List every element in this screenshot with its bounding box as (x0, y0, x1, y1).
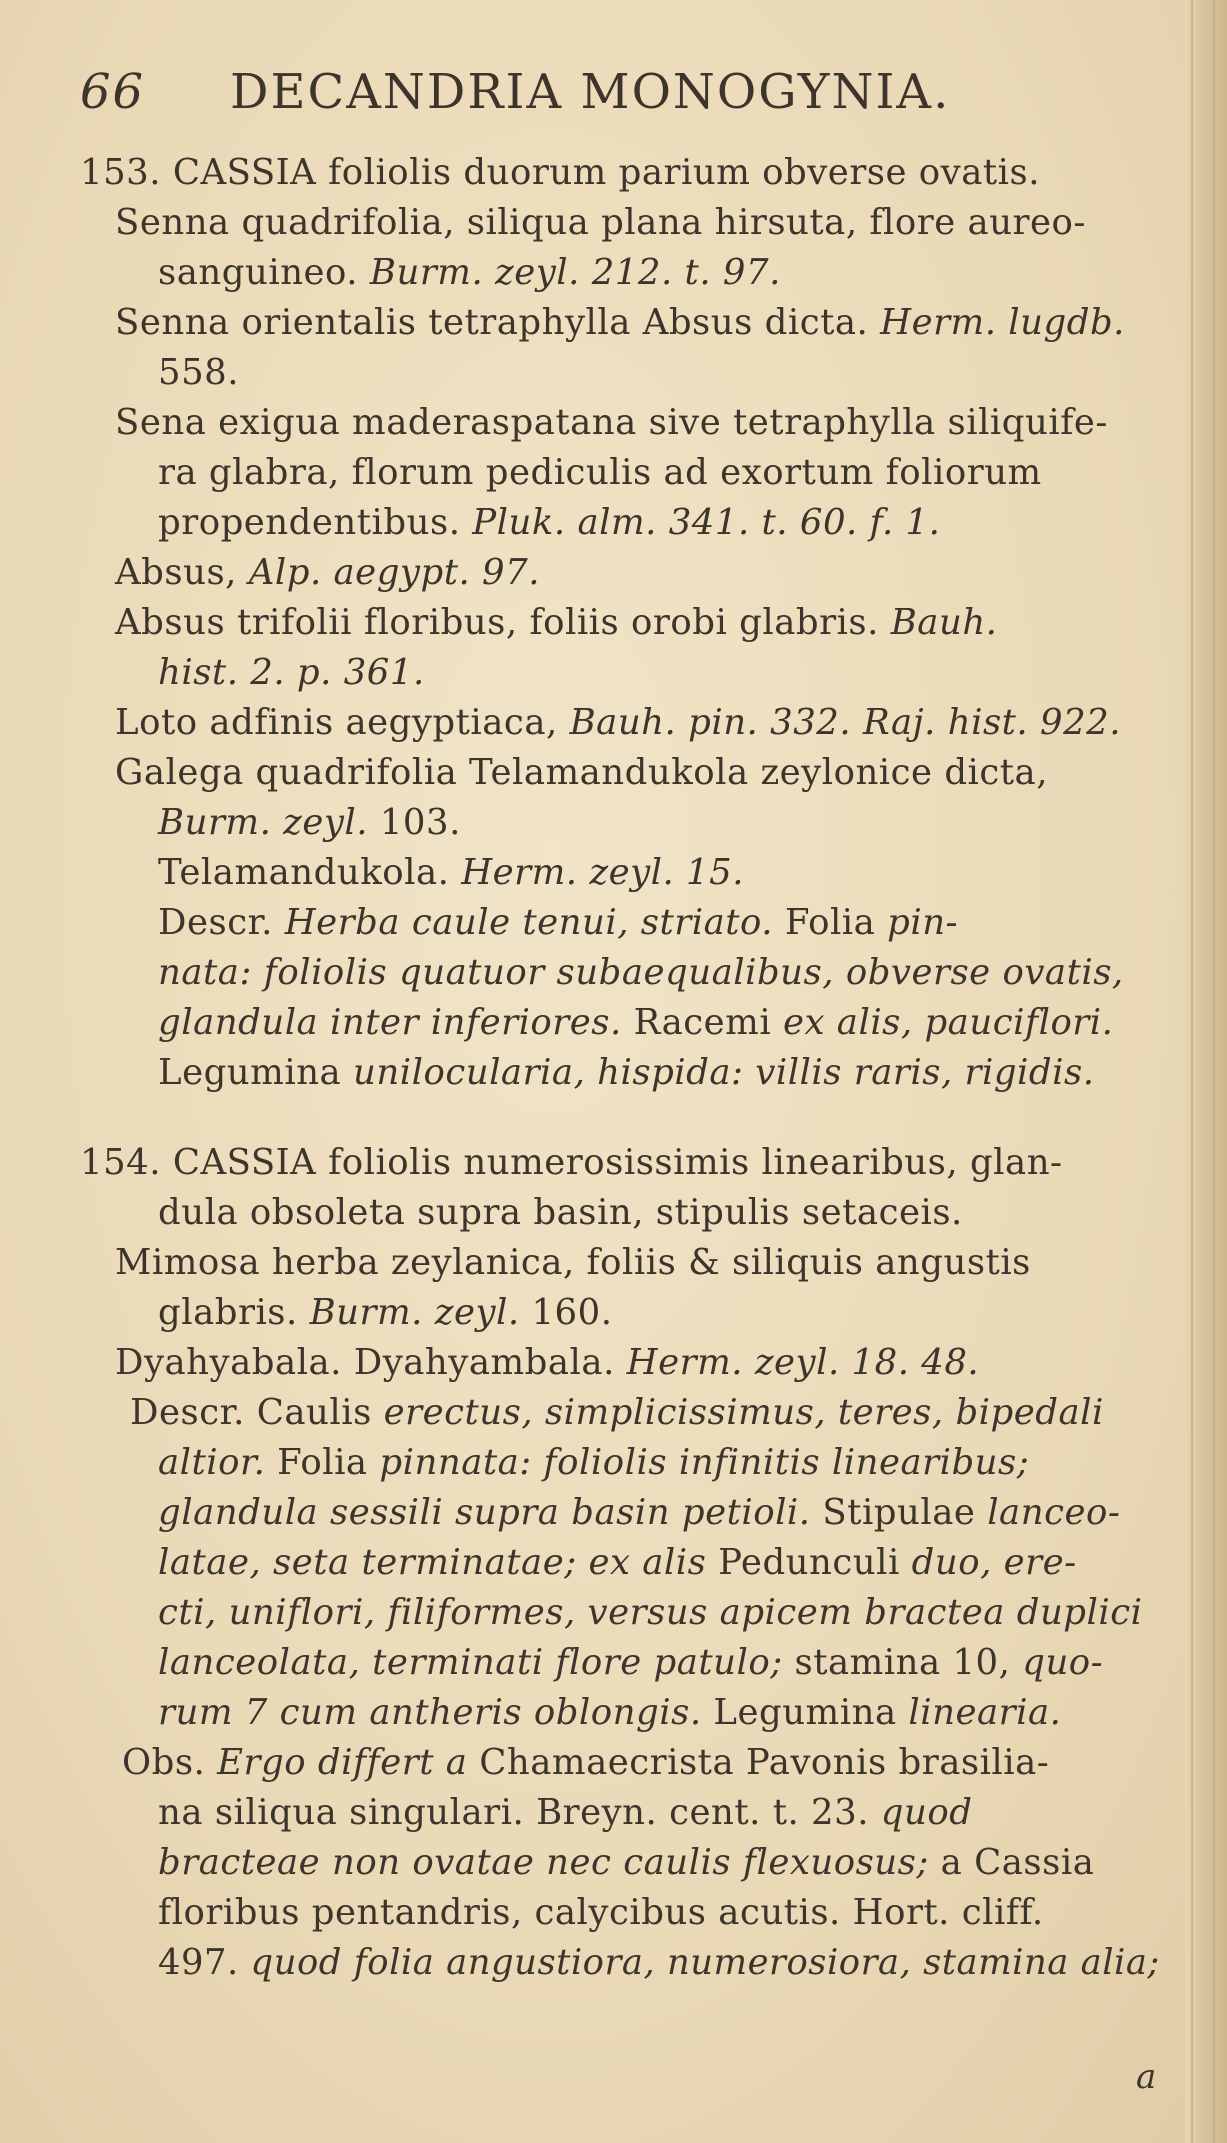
text-line (122, 1740, 1049, 1786)
text-line (158, 900, 958, 946)
text-line (158, 500, 940, 546)
italic-text: lanceolata, terminati flore patulo; (158, 1642, 795, 1683)
roman-text: floribus pentandris, calycibus acutis. Hort. cliff. (158, 1892, 1044, 1933)
roman-text: Legumina (713, 1692, 909, 1733)
edge-line (1213, 0, 1215, 2143)
text-line (158, 1290, 612, 1336)
italic-text: Herm. zeyl. 18. 48. (626, 1342, 980, 1383)
page-edge (1185, 0, 1227, 2143)
roman-text: 497. (158, 1942, 251, 1983)
text-line (158, 1590, 1142, 1636)
roman-text: Descr. (158, 902, 285, 943)
text-line (158, 350, 239, 396)
roman-text: Chamaecrista Pavonis brasilia- (479, 1742, 1050, 1783)
roman-text: 103. (379, 802, 461, 843)
italic-text: Herba caule tenui, striato. (284, 902, 785, 943)
italic-text: bracteae non ovatae nec caulis flexuosus; (158, 1842, 941, 1883)
text-line (158, 1840, 1094, 1886)
text-line (158, 1640, 1103, 1686)
roman-text: Folia (784, 902, 888, 943)
text-line (130, 1390, 1104, 1436)
roman-text: glabris. (158, 1292, 310, 1333)
roman-text: Senna quadrifolia, siliqua plana hirsuta, flore aureo- (115, 202, 1086, 243)
text-line (115, 200, 1086, 246)
italic-text: pin- (887, 902, 959, 943)
italic-text: Herm. zeyl. 15. (461, 852, 745, 893)
text-line (115, 750, 1048, 796)
text-line (158, 800, 461, 846)
italic-text: altior. (158, 1442, 278, 1483)
text-line (158, 1190, 963, 1236)
roman-text: Sena exigua maderaspatana sive tetraphylla siliquife- (115, 402, 1108, 443)
text-line (158, 450, 1042, 496)
text-line (115, 1340, 979, 1386)
italic-text: Pluk. alm. 341. t. 60. f. 1. (472, 502, 941, 543)
italic-text: Burm. zeyl. (158, 802, 380, 843)
italic-text: glandula sessili supra basin petioli. (158, 1492, 823, 1533)
roman-text: dula obsoleta supra basin, stipulis setaceis. (158, 1192, 963, 1233)
roman-text: Mimosa herba zeylanica, foliis & siliquis angustis (115, 1242, 1031, 1283)
italic-text: glandula inter inferiores. (158, 1002, 634, 1043)
italic-text: rum 7 cum antheris oblongis. (158, 1692, 714, 1733)
text-line (80, 1140, 1063, 1186)
roman-text: Folia (277, 1442, 380, 1483)
page-header (80, 62, 1080, 122)
italic-text: erectus, simplicissimus, teres, bipedali (383, 1392, 1104, 1433)
italic-text: Alp. aegypt. 97. (248, 552, 540, 593)
italic-text: latae, seta terminatae; ex alis (158, 1542, 719, 1583)
italic-text: quod (880, 1792, 973, 1833)
italic-text: Burm. zeyl. (309, 1292, 532, 1333)
roman-text: ra glabra, florum pediculis ad exortum foliorum (158, 452, 1042, 493)
edge-line (1191, 0, 1193, 2143)
text-line (158, 1000, 1113, 1046)
roman-text: na siliqua singulari. Breyn. cent. t. 23. (158, 1792, 881, 1833)
text-line (158, 1440, 1029, 1486)
italic-text: quod folia angustiora, numerosiora, stamina alia; (250, 1942, 1160, 1983)
italic-text: Bauh. (890, 602, 998, 643)
roman-text: Stipulae (822, 1492, 988, 1533)
roman-text: Loto adfinis aegyptiaca, (115, 702, 570, 743)
text-line (115, 1240, 1031, 1286)
text-line (158, 250, 781, 296)
text-line (158, 1540, 1077, 1586)
roman-text: 154. CASSIA foliolis numerosissimis linearibus, glan- (80, 1142, 1063, 1183)
page-number: 66 (80, 64, 146, 120)
text-line (158, 1940, 1160, 1986)
italic-text: Ergo differt a (217, 1742, 480, 1783)
text-line (115, 600, 997, 646)
italic-text: hist. 2. p. 361. (158, 652, 425, 693)
running-head: DECANDRIA MONOGYNIA. (230, 64, 951, 120)
roman-text: Absus trifolii floribus, foliis orobi glabris. (115, 602, 891, 643)
text-line (158, 1490, 1120, 1536)
roman-text: Galega quadrifolia Telamandukola zeylonice dicta, (115, 752, 1049, 793)
roman-text: Absus, (115, 552, 249, 593)
roman-text: Dyahyabala. Dyahyambala. (115, 1342, 627, 1383)
italic-text: nata: foliolis quatuor subaequalibus, obverse ovatis, (158, 952, 1124, 993)
text-line (158, 950, 1124, 996)
roman-text: 160. (531, 1292, 613, 1333)
roman-text: Legumina (158, 1052, 354, 1093)
italic-text: cti, uniflori, filiformes, versus apicem bractea duplici (158, 1592, 1143, 1633)
text-line (80, 150, 1040, 196)
italic-text: lanceo- (987, 1492, 1121, 1533)
italic-text: duo, ere- (911, 1542, 1077, 1583)
text-line (158, 1690, 1061, 1736)
roman-text: Senna orientalis tetraphylla Absus dicta. (115, 302, 881, 343)
text-line (158, 1890, 1044, 1936)
italic-text: ex alis, pauciflori. (782, 1002, 1114, 1043)
text-line (158, 850, 744, 896)
roman-text: Pedunculi (718, 1542, 912, 1583)
text-line (115, 300, 1125, 346)
text-line (158, 650, 425, 696)
text-line (115, 550, 540, 596)
roman-text: Obs. (122, 1742, 218, 1783)
roman-text: Telamandukola. (158, 852, 462, 893)
roman-text: 558. (158, 352, 240, 393)
roman-text: stamina 10, (794, 1642, 1023, 1683)
italic-text: Herm. lugdb. (880, 302, 1125, 343)
text-line (158, 1050, 1095, 1096)
text-line (115, 700, 1121, 746)
roman-text: Racemi (633, 1002, 783, 1043)
catchword: a (1136, 2057, 1157, 2097)
roman-text: sanguineo. (158, 252, 370, 293)
italic-text: Bauh. pin. 332. Raj. hist. 922. (569, 702, 1122, 743)
roman-text: a Cassia (940, 1842, 1095, 1883)
italic-text: unilocularia, hispida: villis raris, rigidis. (353, 1052, 1095, 1093)
italic-text: quo- (1022, 1642, 1104, 1683)
text-line (115, 400, 1108, 446)
italic-text: Burm. zeyl. 212. t. 97. (369, 252, 781, 293)
italic-text: linearia. (908, 1692, 1062, 1733)
text-line (158, 1790, 972, 1836)
italic-text: pinnata: foliolis infinitis linearibus; (379, 1442, 1030, 1483)
roman-text: Descr. Caulis (130, 1392, 384, 1433)
roman-text: propendentibus. (158, 502, 473, 543)
roman-text: 153. CASSIA foliolis duorum parium obverse ovatis. (80, 152, 1041, 193)
